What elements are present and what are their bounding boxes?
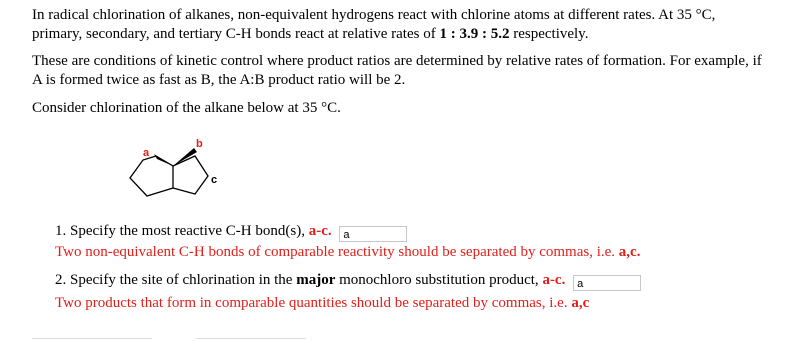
question-2-number: 2.: [55, 272, 67, 288]
question-2-text-end: monochloro substitution product,: [335, 272, 543, 288]
bicyclic-alkane-structure: [113, 136, 253, 208]
kinetic-paragraph: [32, 52, 768, 90]
question-1-number: 1.: [55, 223, 67, 239]
question-2-hint-example: a,c: [571, 295, 590, 311]
question-1-text: Specify the most reactive C-H bond(s),: [70, 223, 309, 239]
intro-paragraph: [32, 6, 768, 44]
question-1-hint-text: Two non-equivalent C-H bonds of comparable reactivity should be separated by commas, i.e.: [55, 244, 619, 260]
kinetic-line-1: These are conditions of kinetic control where product ratios are determined by relative rates of formation. For example, if: [32, 53, 762, 69]
intro-line-2: primary, secondary, and tertiary C-H bonds react at relative rates of: [32, 26, 440, 42]
consider-text: Consider chlorination of the alkane below at 35 °C.: [32, 100, 341, 116]
question-1-hint-example: a,c.: [618, 244, 641, 260]
question-2-hint-text: Two products that form in comparable quantities should be separated by commas, i.e.: [55, 295, 572, 311]
question-2-range: a-c.: [542, 272, 566, 288]
question-panel: [18, 0, 774, 341]
molecule-skeleton: [130, 156, 208, 196]
question-2-hint: [55, 294, 755, 313]
label-a: a: [143, 147, 150, 159]
question-1-hint: [55, 243, 755, 262]
divider-right: [196, 338, 306, 339]
question-1: [55, 222, 755, 242]
question-2-text: Specify the site of chlorination in the: [70, 272, 297, 288]
question-2: [55, 271, 755, 291]
intro-line-2-end: respectively.: [509, 26, 589, 42]
answer-2-input[interactable]: a: [573, 275, 641, 291]
relative-rates: 1 : 3.9 : 5.2: [439, 26, 510, 42]
answer-1-input[interactable]: a: [339, 226, 407, 242]
label-c: c: [211, 174, 218, 186]
kinetic-line-2: A is formed twice as fast as B, the A:B product ratio will be 2.: [32, 72, 406, 88]
question-2-bold: major: [296, 272, 336, 288]
intro-line-1: In radical chlorination of alkanes, non-equivalent hydrogens react with chlorine atoms at different rates. At 35 °C,: [32, 7, 716, 23]
question-1-range: a-c.: [308, 223, 332, 239]
label-b: b: [196, 138, 203, 150]
divider-left: [32, 338, 152, 339]
